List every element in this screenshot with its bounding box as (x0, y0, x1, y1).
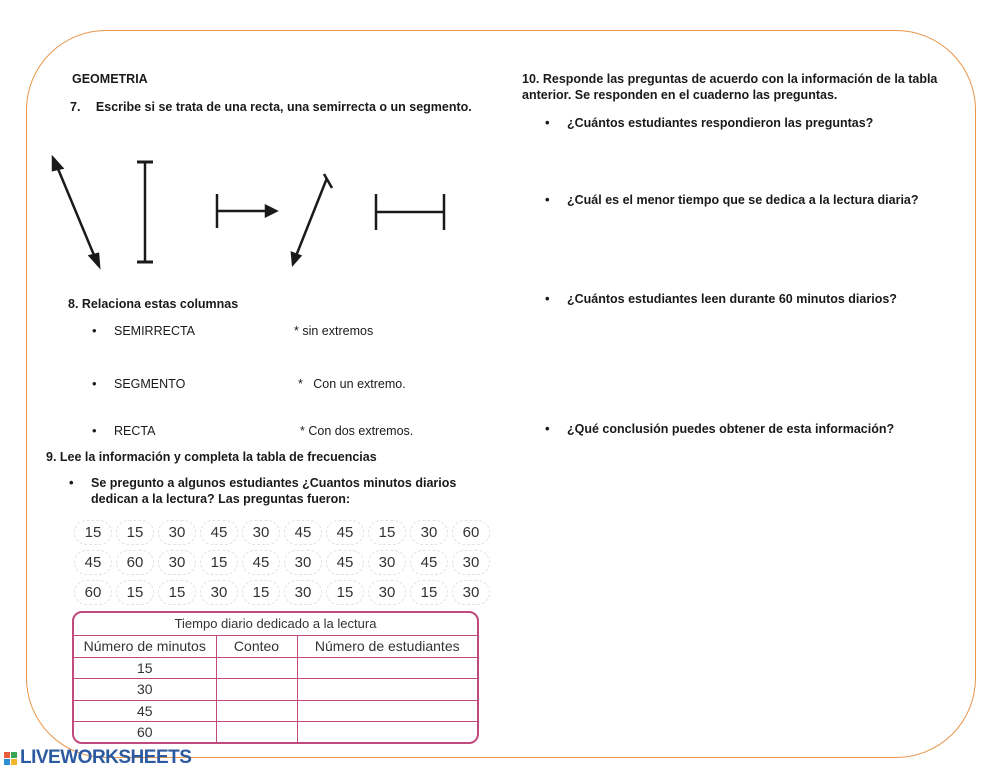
response-value: 30 (452, 550, 490, 575)
q10-line: 10. Responde las preguntas de acuerdo con la información de la tabla (522, 72, 938, 86)
response-value: 60 (74, 580, 112, 605)
response-value: 30 (284, 580, 322, 605)
students-input[interactable] (297, 657, 477, 679)
figure-segment-horizontal (376, 194, 444, 230)
response-value: 45 (410, 550, 448, 575)
table-grid (74, 636, 477, 743)
q10-question: • ¿Cuántos estudiantes leen durante 60 minutos diarios? (567, 291, 897, 307)
response-value: 60 (116, 550, 154, 575)
tally-input[interactable] (216, 679, 297, 701)
q9-title: 9. Lee la información y completa la tabla de frecuencias (46, 450, 377, 464)
q10-question: • ¿Qué conclusión puedes obtener de esta información? (567, 421, 894, 437)
minutes-cell: 30 (74, 679, 216, 701)
column-header: Conteo (216, 636, 297, 657)
students-input[interactable] (297, 679, 477, 701)
q10-question: • ¿Cuál es el menor tiempo que se dedica a la lectura diaria? (567, 192, 919, 208)
q10-question: • ¿Cuántos estudiantes respondieron las preguntas? (567, 115, 873, 131)
column-header: Número de estudiantes (297, 636, 477, 657)
response-value: 45 (200, 520, 238, 545)
q8-title: 8. Relaciona estas columnas (68, 297, 239, 311)
response-value: 45 (326, 520, 364, 545)
minutes-cell: 15 (74, 657, 216, 679)
response-value: 30 (368, 550, 406, 575)
students-input[interactable] (297, 722, 477, 743)
response-value: 15 (116, 520, 154, 545)
response-value: 45 (74, 550, 112, 575)
column-header: Número de minutos (74, 636, 216, 657)
response-value: 15 (200, 550, 238, 575)
section-heading: GEOMETRIA (72, 72, 148, 86)
q10-line: anterior. Se responden en el cuaderno las preguntas. (522, 88, 838, 102)
table-caption: Tiempo diario dedicado a la lectura (74, 613, 477, 636)
q8-left-item: • SEGMENTO (114, 376, 185, 392)
q8-left-item: • RECTA (114, 423, 155, 439)
frequency-table (72, 611, 479, 744)
response-value: 15 (368, 520, 406, 545)
q7-number: 7. (70, 100, 81, 114)
minutes-cell: 60 (74, 722, 216, 743)
students-input[interactable] (297, 700, 477, 722)
logo-icon (4, 752, 17, 765)
response-value: 60 (452, 520, 490, 545)
q8-left-item: • SEMIRRECTA (114, 323, 195, 339)
q8-right-item: * sin extremos (294, 324, 374, 338)
response-value: 30 (242, 520, 280, 545)
response-value: 15 (158, 580, 196, 605)
response-value: 30 (200, 580, 238, 605)
geometry-figures (40, 150, 460, 275)
table-header-row (74, 636, 477, 657)
response-value: 15 (116, 580, 154, 605)
figure-line-1 (53, 158, 99, 266)
q9-bullet (91, 475, 491, 507)
q7-text: Escribe si se trata de una recta, una semirrecta o un segmento. (95, 100, 472, 114)
q8-right-item: * Con dos extremos. (300, 424, 414, 438)
response-value: 15 (74, 520, 112, 545)
response-value: 30 (284, 550, 322, 575)
response-value: 45 (242, 550, 280, 575)
q9-bullet-line: dedican a la lectura? Las preguntas fueron: (91, 492, 351, 506)
response-value: 30 (368, 580, 406, 605)
minutes-cell: 45 (74, 700, 216, 722)
response-value: 30 (410, 520, 448, 545)
q8-right-item: * Con un extremo. (298, 377, 406, 391)
response-value: 30 (158, 550, 196, 575)
tally-input[interactable] (216, 657, 297, 679)
q7-prompt (70, 99, 472, 115)
figure-segment-vertical (137, 162, 153, 262)
liveworksheets-logo[interactable] (4, 748, 191, 768)
response-value: 15 (242, 580, 280, 605)
table-row (74, 679, 477, 701)
q10-prompt (522, 71, 962, 103)
response-value: 15 (326, 580, 364, 605)
response-value: 15 (410, 580, 448, 605)
q9-bullet-line: • Se pregunto a algunos estudiantes ¿Cuantos minutos diarios (91, 476, 457, 490)
response-value: 30 (452, 580, 490, 605)
response-value: 45 (326, 550, 364, 575)
tally-input[interactable] (216, 700, 297, 722)
logo-text: LIVEWORKSHEETS (20, 747, 192, 768)
table-row (74, 722, 477, 743)
response-value: 45 (284, 520, 322, 545)
response-value: 30 (158, 520, 196, 545)
tally-input[interactable] (216, 722, 297, 743)
table-row (74, 700, 477, 722)
survey-responses (74, 520, 494, 610)
figure-ray (217, 194, 276, 228)
figure-line-2 (292, 174, 332, 264)
table-row (74, 657, 477, 679)
